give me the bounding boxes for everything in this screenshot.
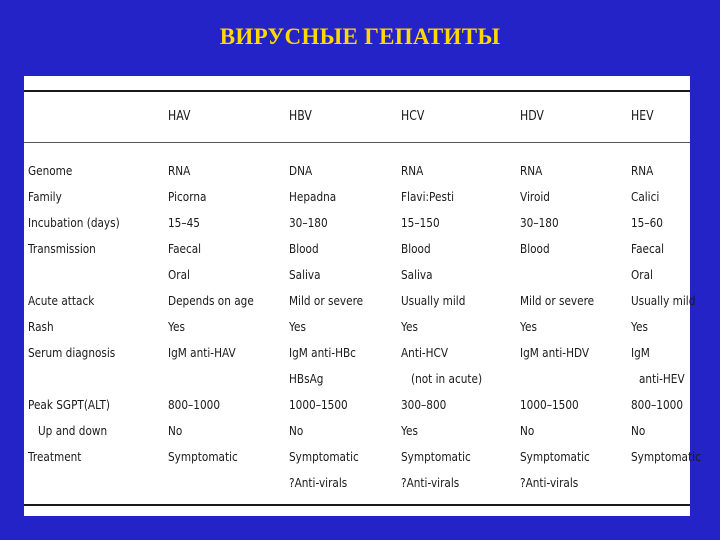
table-top-rule <box>24 90 690 92</box>
table-cell-hcv: (not in acute) <box>411 371 483 386</box>
table-cell-hev: 800–1000 <box>631 397 684 412</box>
table-cell-hev: RNA <box>631 163 654 178</box>
table-cell-hev: No <box>631 423 646 438</box>
row-label: Treatment <box>28 449 82 464</box>
table-cell-hcv: Saliva <box>401 267 433 282</box>
table-cell-hcv: 15–150 <box>401 215 440 230</box>
table-cell-hav: Picorna <box>168 189 207 204</box>
column-header-hcv: HCV <box>401 109 425 124</box>
table-cell-hdv: Blood <box>520 241 550 256</box>
row-label: Genome <box>28 163 73 178</box>
table-cell-hev: Faecal <box>631 241 665 256</box>
table-cell-hbv: HBsAg <box>289 371 324 386</box>
table-cell-hev: Symptomatic <box>631 449 701 464</box>
table-cell-hcv: Usually mild <box>401 293 466 308</box>
table-cell-hdv: No <box>520 423 535 438</box>
table-cell-hbv: No <box>289 423 304 438</box>
table-cell-hcv: ?Anti-virals <box>401 475 460 490</box>
table-cell-hbv: Saliva <box>289 267 321 282</box>
row-label: Serum diagnosis <box>28 345 116 360</box>
column-header-hdv: HDV <box>520 109 544 124</box>
table-cell-hev: Yes <box>631 319 648 334</box>
table-cell-hev: IgM <box>631 345 650 360</box>
table-cell-hev: Oral <box>631 267 653 282</box>
table-cell-hcv: Flavi:Pesti <box>401 189 454 204</box>
table-cell-hdv: Symptomatic <box>520 449 590 464</box>
row-label: Transmission <box>28 241 96 256</box>
table-cell-hdv: Viroid <box>520 189 550 204</box>
slide-title: ВИРУСНЫЕ ГЕПАТИТЫ <box>219 24 501 49</box>
table-cell-hdv: Yes <box>520 319 537 334</box>
table-cell-hev: Usually mild <box>631 293 696 308</box>
table-cell-hcv: RNA <box>401 163 424 178</box>
table-cell-hcv: Symptomatic <box>401 449 471 464</box>
table-cell-hav: RNA <box>168 163 191 178</box>
table-cell-hev: Calici <box>631 189 660 204</box>
column-header-hev: HEV <box>631 109 654 124</box>
table-cell-hav: 800–1000 <box>168 397 221 412</box>
table-cell-hav: 15–45 <box>168 215 200 230</box>
column-header-hav: HAV <box>168 109 191 124</box>
table-bottom-rule <box>24 504 690 506</box>
row-label: Incubation (days) <box>28 215 120 230</box>
table-header-rule <box>24 142 690 143</box>
table-cell-hbv: Blood <box>289 241 319 256</box>
table-cell-hdv: 1000–1500 <box>520 397 579 412</box>
table-cell-hbv: 30–180 <box>289 215 328 230</box>
table-cell-hdv: ?Anti-virals <box>520 475 579 490</box>
table-cell-hbv: IgM anti-HBc <box>289 345 356 360</box>
row-label: Rash <box>28 319 54 334</box>
hepatitis-comparison-table <box>24 76 701 516</box>
table-cell-hbv: Mild or severe <box>289 293 364 308</box>
table-cell-hdv: 30–180 <box>520 215 559 230</box>
table-cell-hav: Faecal <box>168 241 202 256</box>
table-cell-hav: Depends on age <box>168 293 254 308</box>
table-cell-hev: anti-HEV <box>639 371 685 386</box>
table-cell-hcv: Anti-HCV <box>401 345 449 360</box>
table-cell-hbv: Hepadna <box>289 189 337 204</box>
row-label: Family <box>28 189 62 204</box>
table-cell-hcv: Blood <box>401 241 431 256</box>
table-cell-hbv: 1000–1500 <box>289 397 348 412</box>
row-label: Up and down <box>38 423 108 438</box>
row-label: Acute attack <box>28 293 95 308</box>
table-cell-hev: 15–60 <box>631 215 663 230</box>
row-label: Peak SGPT(ALT) <box>28 397 111 412</box>
table-cell-hdv: RNA <box>520 163 543 178</box>
table-cell-hdv: Mild or severe <box>520 293 595 308</box>
table-cell-hbv: Yes <box>289 319 306 334</box>
table-cell-hbv: Symptomatic <box>289 449 359 464</box>
table-cell-hcv: Yes <box>401 319 418 334</box>
table-cell-hav: Symptomatic <box>168 449 238 464</box>
table-cell-hav: Oral <box>168 267 190 282</box>
table-cell-hcv: 300–800 <box>401 397 447 412</box>
table-cell-hcv: Yes <box>401 423 418 438</box>
table-cell-hbv: ?Anti-virals <box>289 475 348 490</box>
table-cell-hav: IgM anti-HAV <box>168 345 236 360</box>
table-cell-hav: No <box>168 423 183 438</box>
table-cell-hav: Yes <box>168 319 185 334</box>
table-cell-hbv: DNA <box>289 163 313 178</box>
table-cell-hdv: IgM anti-HDV <box>520 345 590 360</box>
column-header-hbv: HBV <box>289 109 312 124</box>
